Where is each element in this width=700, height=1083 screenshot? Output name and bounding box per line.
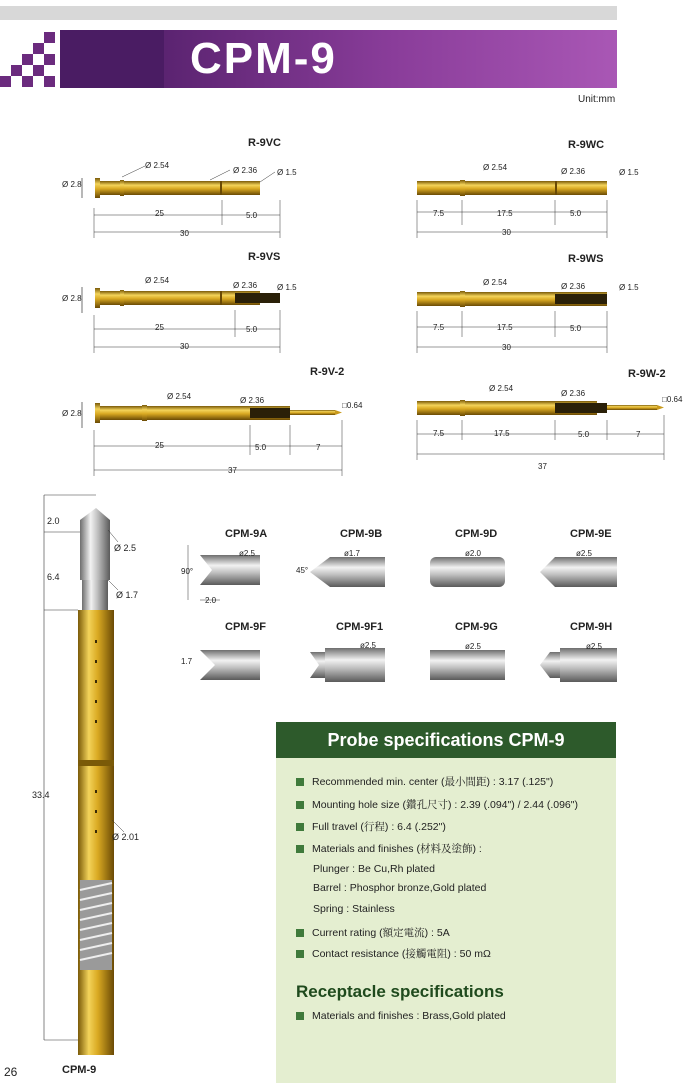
bullet-icon: [296, 845, 304, 853]
tip-9a-dia: ø2.5: [239, 549, 256, 558]
tip-9a-len: 2.0: [205, 596, 217, 605]
tip-9g-dia: ø2.5: [465, 642, 482, 651]
tip-9f-drawing: [180, 640, 270, 690]
probe-l-plunger: 6.4: [47, 572, 60, 582]
spec-item-resistance: [296, 946, 491, 961]
r9vc-d3: Ø 2.36: [233, 166, 258, 175]
r9ws-l0: 7.5: [433, 323, 445, 332]
receptacle-item-materials: [296, 1010, 506, 1022]
bullet-icon: [296, 950, 304, 958]
tip-9h-drawing: [535, 640, 625, 690]
r9w2-label: R-9W-2: [628, 368, 666, 380]
spec-material-barrel: Barrel : Phosphor bronze,Gold plated: [313, 882, 487, 894]
r9vc-drawing: [70, 160, 300, 240]
r9vc-total: 30: [180, 229, 189, 238]
tip-9a-angle: 90°: [181, 567, 194, 576]
spec-item-materials: [296, 841, 482, 856]
tip-label-9f1: CPM-9F1: [336, 621, 384, 633]
r9vc-l1: 25: [155, 209, 164, 218]
r9vs-d1: Ø 2.8: [62, 294, 82, 303]
bullet-icon: [296, 778, 304, 786]
receptacle-title: Receptacle specifications: [296, 982, 504, 1001]
tip-9e-dia: ø2.5: [576, 549, 593, 558]
probe-d-neck: Ø 1.7: [116, 590, 139, 600]
tip-label-9b: CPM-9B: [340, 528, 383, 540]
probe-label: CPM-9: [62, 1064, 97, 1076]
r9vs-l1: 25: [155, 323, 164, 332]
r9v2-drawing: [70, 390, 363, 480]
unit-label: Unit:mm: [578, 94, 616, 105]
r9vs-d3: Ø 2.36: [233, 281, 258, 290]
spec-text: Current rating (額定電流) : 5A: [312, 927, 450, 939]
r9ws-d3: Ø 2.36: [561, 282, 586, 291]
r9wc-l1: 17.5: [497, 209, 513, 218]
spec-text: Materials and finishes (材料及塗飾) :: [312, 843, 482, 855]
r9w2-l3: 7: [636, 430, 641, 439]
page-number: 26: [4, 1065, 18, 1079]
r9w2-l1: 17.5: [494, 429, 510, 438]
tip-9f1-drawing: [305, 640, 395, 690]
r9wc-d2: Ø 2.54: [483, 163, 508, 172]
spec-item-current: [296, 925, 450, 940]
r9w2-d2: Ø 2.54: [489, 384, 514, 393]
r9w2-l2: 5.0: [578, 430, 590, 439]
r9w2-d3: Ø 2.36: [561, 389, 586, 398]
r9vc-l2: 5.0: [246, 211, 258, 220]
probe-l-total: 33.4: [32, 790, 50, 800]
tip-label-9g: CPM-9G: [455, 621, 498, 633]
tip-label-9f: CPM-9F: [225, 621, 266, 633]
spec-material-plunger: Plunger : Be Cu,Rh plated: [313, 863, 435, 875]
r9w2-d4: □0.64: [662, 395, 683, 404]
r9wc-label: R-9WC: [568, 139, 605, 151]
r9v2-d3: Ø 2.36: [240, 396, 265, 405]
spec-text: Contact resistance (接觸電阻) : 50 mΩ: [312, 948, 491, 960]
spec-item-full-travel: [296, 819, 446, 834]
top-gray-bar: [0, 6, 617, 20]
r9wc-l2: 5.0: [570, 209, 582, 218]
tip-9d-dia: ø2.0: [465, 549, 482, 558]
spec-text: Mounting hole size (鑽孔尺寸) : 2.39 (.094") / 2.44 (.096"): [312, 799, 578, 811]
r9wc-drawing: [405, 160, 625, 240]
r9vc-d1: Ø 2.8: [62, 180, 82, 189]
r9ws-total: 30: [502, 343, 511, 352]
r9v2-l3: 7: [316, 443, 321, 452]
bullet-icon: [296, 929, 304, 937]
spec-text: Full travel (行程) : 6.4 (.252"): [312, 821, 446, 833]
r9ws-d2: Ø 2.54: [483, 278, 508, 287]
receptacle-text: Materials and finishes : Brass,Gold plated: [312, 1010, 506, 1022]
spec-material-spring: Spring : Stainless: [313, 903, 395, 915]
tip-9h-dia: ø2.5: [586, 642, 603, 651]
r9wc-total: 30: [502, 228, 511, 237]
r9vc-d2: Ø 2.54: [145, 161, 170, 170]
r9w2-total: 37: [538, 462, 547, 471]
r9v2-label: R-9V-2: [310, 366, 345, 378]
r9ws-label: R-9WS: [568, 253, 604, 265]
tip-9f-size: 1.7: [181, 657, 193, 666]
spec-item-mounting-hole: [296, 797, 578, 812]
r9v2-d4: □0.64: [342, 401, 363, 410]
spec-header: [276, 722, 616, 758]
page-title: CPM-9: [190, 34, 337, 83]
r9w2-l0: 7.5: [433, 429, 445, 438]
spec-item-min-center: [296, 774, 553, 789]
r9vc-label: R-9VC: [248, 137, 282, 149]
tip-9b-angle: 45°: [296, 566, 309, 575]
r9wc-d3: Ø 2.36: [561, 167, 586, 176]
r9vs-total: 30: [180, 342, 189, 351]
r9v2-l2: 5.0: [255, 443, 267, 452]
r9vs-l2: 5.0: [246, 325, 258, 334]
tip-label-9a: CPM-9A: [225, 528, 268, 540]
tip-9a-drawing: [180, 540, 270, 610]
r9ws-drawing: [405, 275, 625, 355]
title-bar: [60, 30, 617, 88]
tip-9b-dia: ø1.7: [344, 549, 361, 558]
bullet-icon: [296, 1012, 304, 1020]
tip-label-9h: CPM-9H: [570, 621, 613, 633]
spec-title: Probe specifications CPM-9: [327, 730, 565, 750]
r9wc-l0: 7.5: [433, 209, 445, 218]
tip-9f1-dia: ø2.5: [360, 641, 377, 650]
r9v2-d2: Ø 2.54: [167, 392, 192, 401]
r9ws-l2: 5.0: [570, 324, 582, 333]
bullet-icon: [296, 823, 304, 831]
r9ws-d4: Ø 1.5: [619, 283, 639, 292]
probe-l-tip: 2.0: [47, 516, 60, 526]
bullet-icon: [296, 801, 304, 809]
r9wc-d4: Ø 1.5: [619, 168, 639, 177]
checker-decoration: [0, 26, 60, 88]
spec-text: Recommended min. center (最小間距) : 3.17 (.125"): [312, 776, 554, 788]
r9v2-l1: 25: [155, 441, 164, 450]
r9ws-l1: 17.5: [497, 323, 513, 332]
r9vc-d4: Ø 1.5: [277, 168, 297, 177]
r9v2-d1: Ø 2.8: [62, 409, 82, 418]
r9v2-total: 37: [228, 466, 237, 475]
tip-label-9e: CPM-9E: [570, 528, 612, 540]
r9vs-d4: Ø 1.5: [277, 283, 297, 292]
probe-d-barrel: Ø 2.01: [112, 832, 140, 842]
r9vs-label: R-9VS: [248, 251, 281, 263]
tip-label-9d: CPM-9D: [455, 528, 498, 540]
probe-d-tip: Ø 2.5: [114, 543, 137, 553]
r9vs-d2: Ø 2.54: [145, 276, 170, 285]
